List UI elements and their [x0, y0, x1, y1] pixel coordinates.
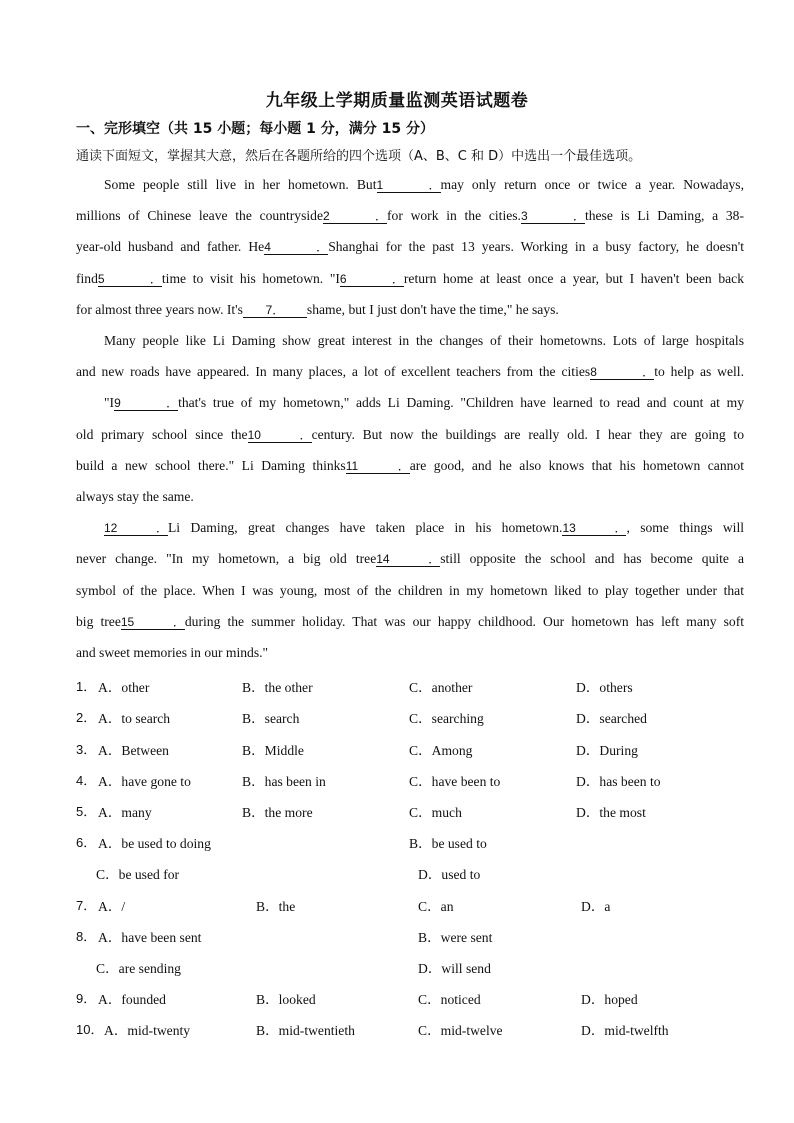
blank-7: 7． — [243, 303, 307, 318]
passage-line: never change. "In my hometown, a big old tree14．still opposite the school and has become quite a — [76, 551, 744, 566]
option-5c[interactable]: C．much — [409, 805, 462, 820]
option-6c[interactable]: C．be used for — [96, 867, 180, 882]
passage-line: Some people still live in her hometown. But1．may only return once or twice a year. Nowadays, — [104, 177, 744, 192]
option-5b[interactable]: B．the more — [242, 805, 313, 820]
option-6d[interactable]: D．used to — [418, 867, 481, 882]
passage-line: "I9．that's true of my hometown," adds Li Daming. "Children have learned to read and count at my — [104, 395, 744, 410]
page-title: 九年级上学期质量监测英语试题卷 — [265, 91, 529, 111]
passage-line: big tree15．during the summer holiday. That was our happy childhood. Our hometown has left many soft — [76, 614, 745, 629]
blank-12: 12． — [104, 521, 168, 535]
blank-3: 3． — [520, 209, 585, 223]
blank-13: 13． — [562, 521, 627, 535]
option-8b[interactable]: B．were sent — [418, 930, 493, 945]
option-1a[interactable]: A．other — [98, 680, 150, 695]
exam-page: 九年级上学期质量监测英语试题卷 一、完形填空（共 15 小题；每小题 1 分，满分 15 分） 通读下面短文，掌握其大意，然后在各题所给的四个选项（A、B、C 和 D）中选出一个最佳选项。 Some people still live in her hometown. But1．may only return once or twice a year. Nowadays, millions of Chinese leave the countryside2．for work in the cities.3．these is Li Daming, a 38- year-old husband and father. He4．Shanghai for the past 13 years. Working in a busy factory, he doesn't find5．time to visit his hometown. "I6．return home at least once a year, but I haven't been back for almost three years now. It's 7． shame, but I just don't have the time," he says. Many people like Li Daming show great interest in the changes of their hometowns. Lots of large hospitals and new roads have appeared. In many places, a lot of excellent teachers from the cities8．to help as well. "I9．that's true of my hometown," adds Li Daming. "Children have learned to read and count at my old primary school since the10．century. But now the buildings are really old. I hear they are going to build a new school there." Li Daming thinks11．are good, and he also knows that his hometown cannot always stay the same. 12．Li Daming, great changes have taken place in his hometown.13．, some things will never change. "In my hometown, a big old tree14．still opposite the school and has become quite a symbol of the place. When I was young, most of the children in my hometown liked to play together under that big tree15．during the summer holiday. That was our happy childhood. Our hometown has left many soft and sweet memories in our minds." 1． A．other B．the other C．another D．others 2． A．to search B．search C．searching D．searched 3． A．Between B．Middle C．Among D．During 4． A．have gone to B．has been in C．have been to D．has been to 5． A．many B．the more C．much D．the most 6． A．be used to doing B．be used to C．be used for D．used to 7． A．/ B．the C．an D．a 8． A．have been sent B．were sent C．are sending D．will send 9． A．founded B．looked C．noticed D．hoped 10． A．mid-twenty B．mid-twentieth C．mid-twelve D．mid-twelfth — [0, 0, 794, 1123]
option-10c[interactable]: C．mid-twelve — [418, 1023, 503, 1038]
option-9b[interactable]: B．looked — [256, 992, 316, 1007]
option-10a[interactable]: A．mid-twenty — [104, 1023, 191, 1038]
option-10d[interactable]: D．mid-twelfth — [581, 1023, 669, 1038]
option-7b[interactable]: B．the — [256, 899, 296, 914]
option-3b[interactable]: B．Middle — [242, 743, 304, 758]
option-6b[interactable]: B．be used to — [409, 836, 487, 851]
blank-8: 8． — [590, 365, 655, 379]
option-9d[interactable]: D．hoped — [581, 992, 638, 1007]
passage-line: 12．Li Daming, great changes have taken place in his hometown.13．, some things will — [104, 520, 745, 535]
blank-1: 1． — [376, 178, 441, 192]
passage-line: always stay the same. — [76, 489, 194, 504]
option-6a[interactable]: A．be used to doing — [98, 836, 211, 851]
option-8c[interactable]: C．are sending — [96, 961, 181, 976]
passage-line: for almost three years now. It's 7． shame, but I just don't have the time," he says. — [76, 302, 559, 317]
blank-6: 6． — [339, 272, 404, 286]
blank-5: 5． — [97, 272, 162, 286]
passage-line: and new roads have appeared. In many places, a lot of excellent teachers from the cities8．to help as well. — [76, 364, 744, 379]
blank-4: 4． — [264, 240, 329, 254]
passage-line: build a new school there." Li Daming thinks11．are good, and he also knows that his hometown cannot — [76, 458, 744, 473]
option-7c[interactable]: C．an — [418, 899, 454, 914]
blank-15: 15． — [120, 615, 185, 629]
passage-line: Many people like Li Daming show great interest in the changes of their hometowns. Lots of large hospitals — [104, 333, 744, 348]
option-10b[interactable]: B．mid-twentieth — [256, 1023, 355, 1038]
option-3c[interactable]: C．Among — [409, 743, 473, 758]
blank-14: 14． — [376, 552, 441, 566]
option-9c[interactable]: C．noticed — [418, 992, 481, 1007]
option-3a[interactable]: A．Between — [98, 743, 169, 758]
option-8d[interactable]: D．will send — [418, 961, 491, 976]
blank-11: 11． — [345, 459, 410, 473]
passage-line: old primary school since the10．century. But now the buildings are really old. I hear they are going to — [76, 427, 745, 442]
option-4a[interactable]: A．have gone to — [98, 774, 191, 789]
option-2a[interactable]: A．to search — [98, 711, 171, 726]
blank-10: 10． — [247, 428, 312, 442]
option-4c[interactable]: C．have been to — [409, 774, 501, 789]
option-1d[interactable]: D．others — [576, 680, 633, 695]
passage-line: find5．time to visit his hometown. "I6．return home at least once a year, but I haven't been back — [76, 271, 744, 286]
option-4b[interactable]: B．has been in — [242, 774, 326, 789]
instructions: 通读下面短文，掌握其大意，然后在各题所给的四个选项（A、B、C 和 D）中选出一个最佳选项。 — [76, 149, 642, 164]
option-1c[interactable]: C．another — [409, 680, 473, 695]
option-3d[interactable]: D．During — [576, 743, 638, 758]
option-8a[interactable]: A．have been sent — [98, 930, 202, 945]
option-2d[interactable]: D．searched — [576, 711, 647, 726]
option-2c[interactable]: C．searching — [409, 711, 484, 726]
option-9a[interactable]: A．founded — [98, 992, 166, 1007]
option-5d[interactable]: D．the most — [576, 805, 646, 820]
passage-line: and sweet memories in our minds." — [76, 645, 269, 660]
option-4d[interactable]: D．has been to — [576, 774, 661, 789]
blank-9: 9． — [114, 396, 179, 410]
option-7d[interactable]: D．a — [581, 899, 611, 914]
option-2b[interactable]: B．search — [242, 711, 300, 726]
passage-line: symbol of the place. When I was young, most of the children in my hometown liked to play together under that — [76, 583, 744, 598]
option-7a[interactable]: A．/ — [98, 899, 126, 914]
option-1b[interactable]: B．the other — [242, 680, 313, 695]
passage-line: millions of Chinese leave the countryside2．for work in the cities.3．these is Li Daming, a 38- — [76, 208, 744, 223]
option-5a[interactable]: A．many — [98, 805, 152, 820]
passage-line: year-old husband and father. He4．Shanghai for the past 13 years. Working in a busy factory, he doesn't — [76, 239, 744, 254]
section-heading: 一、完形填空（共 15 小题；每小题 1 分，满分 15 分） — [76, 121, 434, 137]
blank-2: 2． — [323, 209, 387, 223]
